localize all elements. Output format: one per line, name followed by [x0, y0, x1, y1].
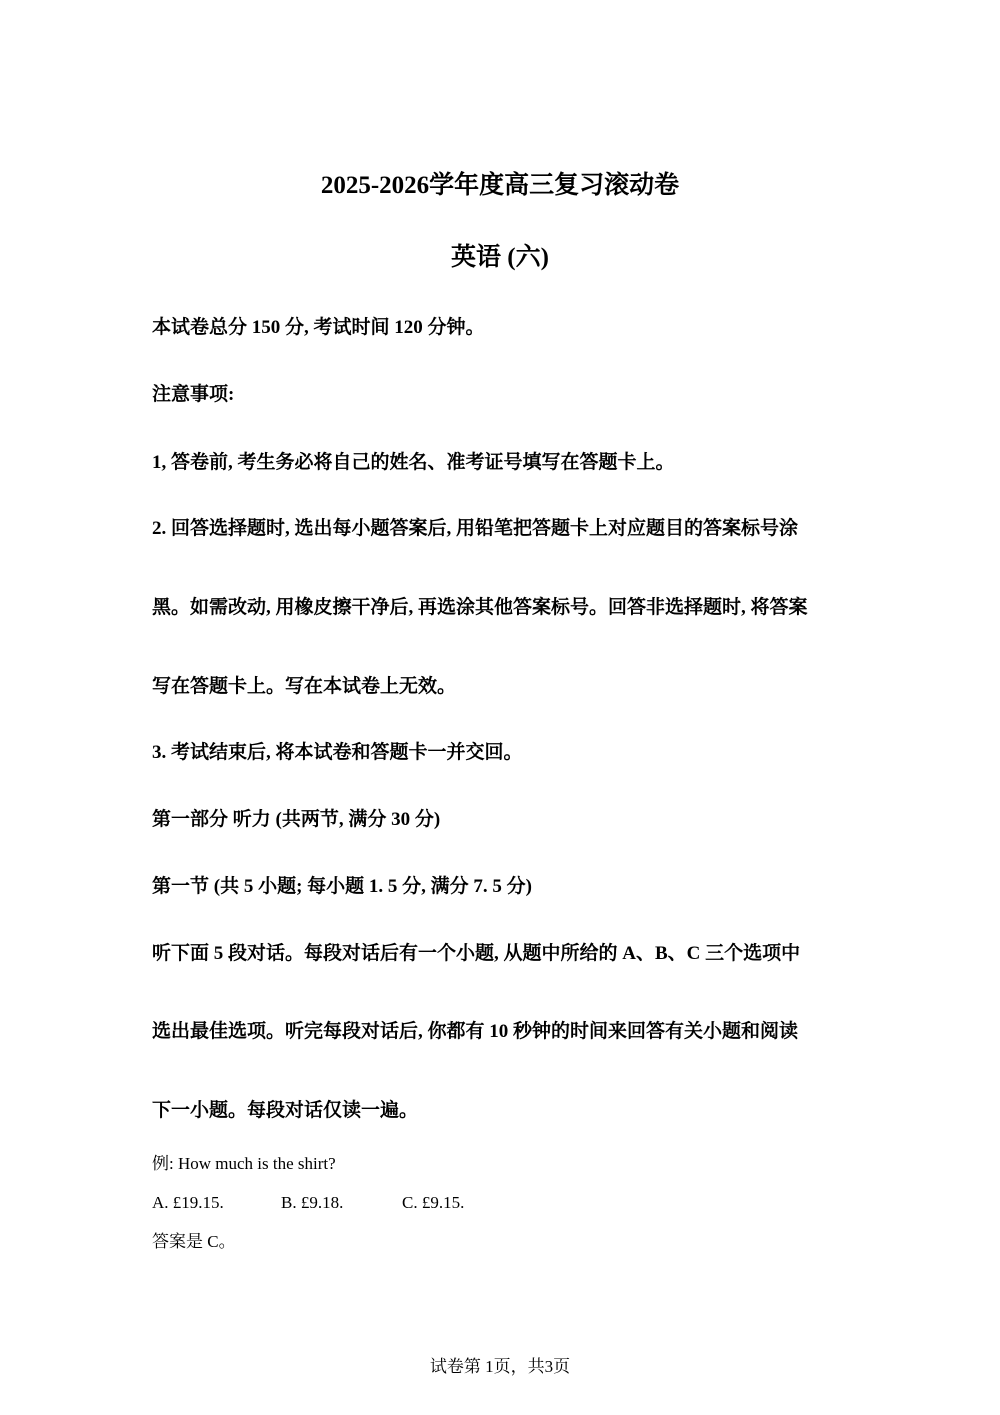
- part1-heading: 第一部分 听力 (共两节, 满分 30 分): [152, 809, 441, 830]
- instructions-line-3: 下一小题。每段对话仅读一遍。: [152, 1100, 419, 1121]
- instructions-line-2: 选出最佳选项。听完每段对话后, 你都有 10 秒钟的时间来回答有关小题和阅读: [152, 1021, 799, 1042]
- notice-item-2-line-3: 写在答题卡上。写在本试卷上无效。: [152, 676, 457, 697]
- example-option-b: B. £9.18.: [281, 1193, 344, 1212]
- instructions-line-1: 听下面 5 段对话。每段对话后有一个小题, 从题中所给的 A、B、C 三个选项中: [152, 943, 801, 964]
- notice-item-1: 1, 答卷前, 考生务必将自己的姓名、准考证号填写在答题卡上。: [152, 452, 675, 473]
- exam-subtitle: 英语 (六): [451, 244, 549, 271]
- example-option-a: A. £19.15.: [152, 1193, 224, 1212]
- notice-item-2-line-2: 黑。如需改动, 用橡皮擦干净后, 再选涂其他答案标号。回答非选择题时, 将答案: [152, 597, 808, 618]
- notice-item-3: 3. 考试结束后, 将本试卷和答题卡一并交回。: [152, 742, 523, 763]
- page-footer: 试卷第 1页，共3页: [429, 1357, 571, 1376]
- example-question: 例: How much is the shirt?: [152, 1154, 336, 1173]
- exam-title: 2025-2026学年度高三复习滚动卷: [320, 172, 680, 199]
- section1-heading: 第一节 (共 5 小题; 每小题 1. 5 分, 满分 7. 5 分): [152, 876, 532, 897]
- score-line: 本试卷总分 150 分, 考试时间 120 分钟。: [152, 317, 485, 338]
- example-answer: 答案是 C。: [152, 1232, 236, 1251]
- example-option-c: C. £9.15.: [402, 1193, 465, 1212]
- notice-heading: 注意事项:: [152, 384, 235, 405]
- notice-item-2-line-1: 2. 回答选择题时, 选出每小题答案后, 用铅笔把答题卡上对应题目的答案标号涂: [152, 518, 799, 539]
